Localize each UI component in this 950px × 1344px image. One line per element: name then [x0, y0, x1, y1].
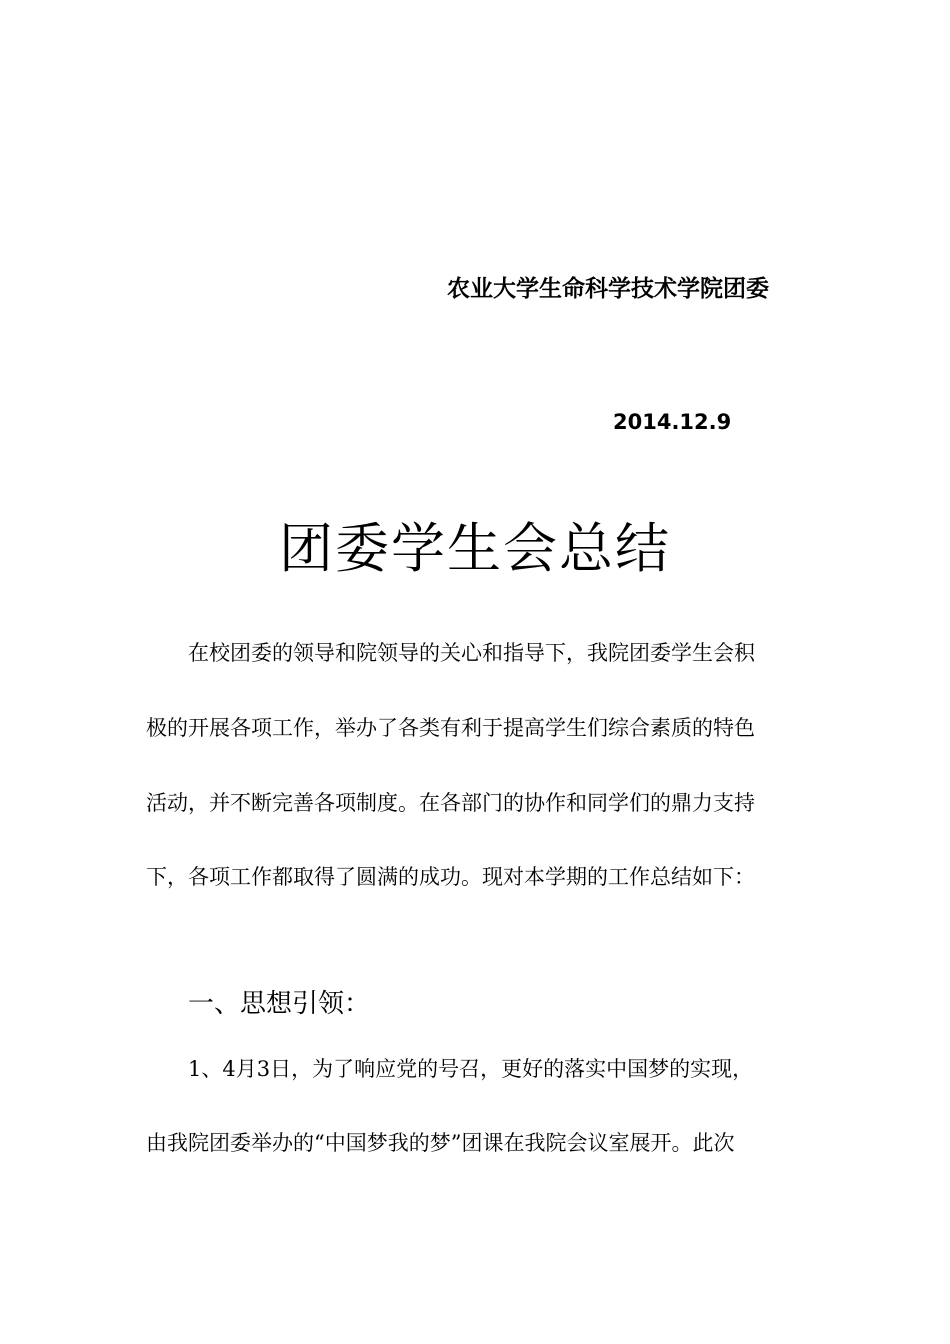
intro-line-3: 活动，并不断完善各项制度。在各部门的协作和同学们的鼎力支持 — [146, 791, 755, 815]
section-1-line-2: 由我院团委举办的“中国梦我的梦”团课在我院会议室展开。此次 — [146, 1131, 735, 1155]
document-title: 团委学生会总结 — [279, 517, 671, 580]
document-date: 2014.12.9 — [613, 410, 732, 434]
section-heading-ideology: 一、思想引领： — [188, 989, 371, 1019]
intro-line-4: 下，各项工作都取得了圆满的成功。现对本学期的工作总结如下： — [146, 865, 755, 889]
intro-line-1: 在校团委的领导和院领导的关心和指导下，我院团委学生会积 — [188, 641, 755, 665]
section-1-line-1: 1、4月3日，为了响应党的号召，更好的落实中国梦的实现， — [188, 1057, 754, 1081]
organization-name: 农业大学生命科学技术学院团委 — [447, 276, 769, 302]
intro-line-2: 极的开展各项工作，举办了各类有利于提高学生们综合素质的特色 — [146, 716, 755, 740]
